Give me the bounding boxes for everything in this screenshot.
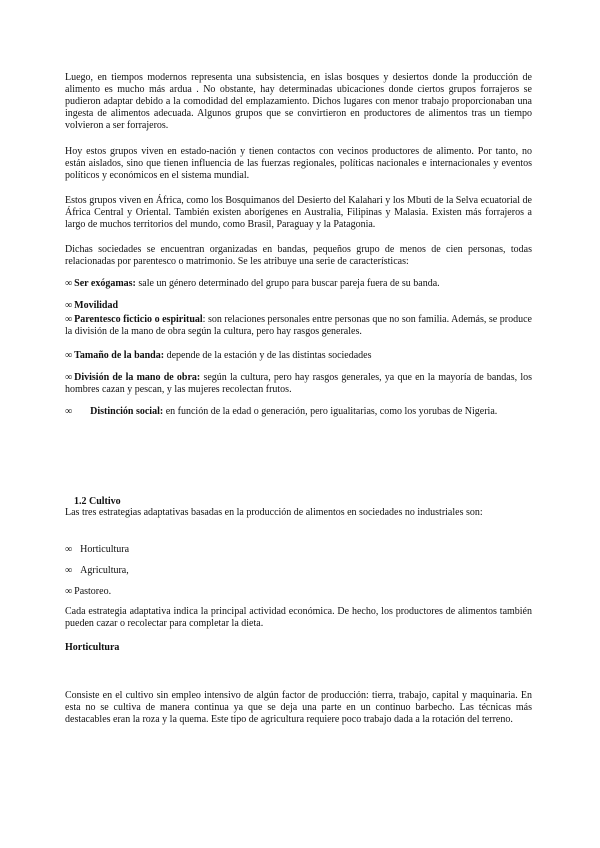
strategy-item [65,544,532,556]
characteristic-title: Ser exógamas: [74,278,136,289]
infinity-bullet-icon: ∞ [65,406,73,417]
characteristic-item [65,350,532,362]
strategy-label: Horticultura [80,544,130,555]
strategy-item [65,586,532,598]
characteristic-text: según la cultura, pero hay rasgos generales, ya que en la mayoría de bandas, los hombres cazan y pescan, y las mujeres recolectan frutos. [65,372,533,395]
subsection-heading-horticultura: Horticultura [65,642,120,653]
characteristic-item [65,406,532,418]
infinity-bullet-icon: ∞ [65,565,73,576]
characteristic-text: sale un género determinado del grupo para buscar pareja fuera de su banda. [135,278,440,289]
characteristic-item [65,300,532,312]
infinity-bullet-icon: ∞ [65,350,73,361]
characteristic-title: Distinción social: [90,406,164,417]
infinity-bullet-icon: ∞ [65,544,73,555]
strategy-label: Pastoreo. [74,586,112,597]
infinity-bullet-icon: ∞ [65,278,73,289]
characteristic-item [65,372,532,396]
infinity-bullet-icon: ∞ [65,300,73,311]
infinity-bullet-icon: ∞ [65,314,73,325]
section-summary: Cada estrategia adaptativa indica la principal actividad económica. De hecho, los productores de alimentos también pueden cazar o recolectar para completar la dieta. [65,606,532,629]
section-intro: Las tres estrategias adaptativas basadas en la producción de alimentos en sociedades no industriales son: [65,507,483,518]
characteristic-text: en función de la edad o generación, pero igualitarias, como los yorubas de Nigeria. [163,406,498,417]
paragraph-forrajeros-modernos: Luego, en tiempos modernos representa una subsistencia, en islas bosques y desiertos donde la producción de alimento es mucho más ardua . No obstante, hay determinadas ubicaciones donde ciertos grupos forrajeros se pudieron adaptar debido a la comodidad del emplazamiento. Dichos lugares con menor trabajo proporcionaban una ingesta de alimentos adecuada. Algunos grupos que se convirtieron en productores de alimentos tras un tiempo volvieron a ser forrajeros. [65,72,532,131]
paragraph-ubicacion-grupos: Estos grupos viven en África, como los Bosquimanos del Desierto del Kalahari y los Mbuti de la Selva ecuatorial de África Central y Oriental. También existen aborígenes en Australia, Filipinas y Malasia. Existen más forrajeros a largo de muchos territorios del mundo, como Brasil, Paraguay y la Patagonia. [65,195,532,230]
characteristic-text: depende de la estación y de las distintas sociedades [164,350,372,361]
paragraph-horticultura: Consiste en el cultivo sin empleo intensivo de algún factor de producción: tierra, trabajo, capital y maquinaria. En esta no se cultiva de manera continua ya que se deja una parte en un continuo barbecho. Las técnicas más destacables eran la roza y la quema. Este tipo de agricultura requiere poco trabajo dada a la rotación del terreno. [65,690,532,725]
characteristic-item [65,314,532,338]
characteristic-text: : son relaciones personales entre personas que no son familia. Además, se produce la división de la mano de obra según la cultura, pero hay rasgos generales. [65,314,532,337]
characteristic-title: Parentesco ficticio o espiritual [74,314,203,325]
paragraph-estado-nacion: Hoy estos grupos viven en estado-nación y tienen contactos con vecinos productores de alimento. Por tanto, no están aislados, sino que tienen influencia de las fuerzas regionales, políticas nacionales e internacionales y eventos políticos y económicos en el sistema mundial. [65,146,532,181]
paragraph-bandas: Dichas sociedades se encuentran organizadas en bandas, pequeños grupo de menos de cien personas, todas relacionadas por parentesco o matrimonio. Se les atribuye una serie de características: [65,244,532,267]
strategy-item [65,565,532,577]
characteristic-title: Tamaño de la banda: [74,350,165,361]
strategy-label: Agricultura, [80,565,129,576]
characteristic-title: Movilidad [74,300,119,311]
infinity-bullet-icon: ∞ [65,586,73,597]
characteristic-title: División de la mano de obra: [74,372,201,383]
infinity-bullet-icon: ∞ [65,372,73,383]
section-heading-cultivo: 1.2 Cultivo [74,496,121,507]
characteristic-item [65,278,532,290]
